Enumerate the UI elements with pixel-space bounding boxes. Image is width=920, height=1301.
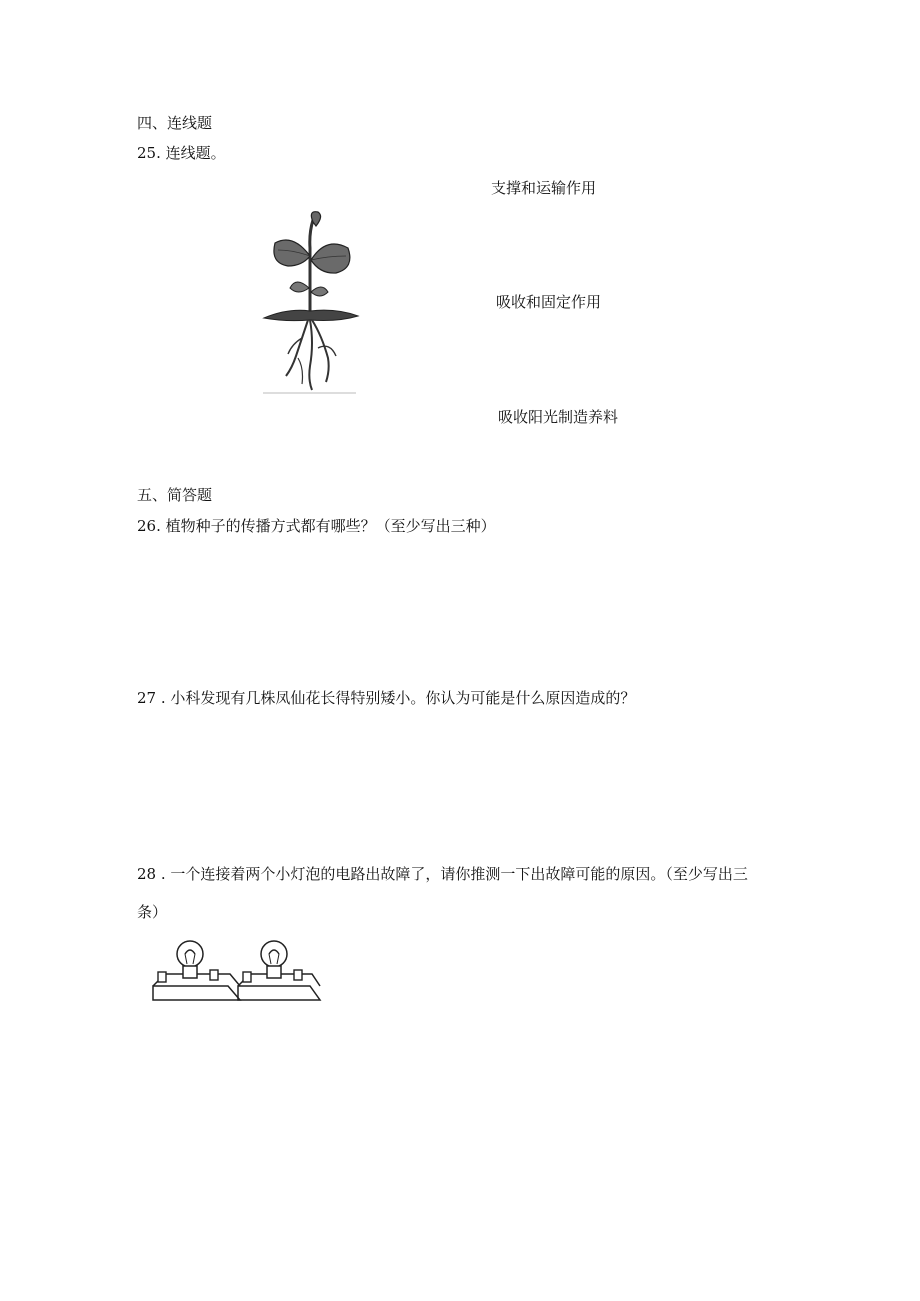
- section-heading-matching: 四、连线题: [137, 114, 213, 132]
- terminal-icon: [210, 970, 218, 980]
- terminal-icon: [243, 972, 251, 982]
- question-28-line2: 条）: [137, 903, 168, 921]
- question-27: 27 . 小科发现有几株凤仙花长得特别矮小。你认为可能是什么原因造成的？: [137, 689, 636, 707]
- light-bulb-icon: [177, 941, 203, 978]
- circuit-illustration: [150, 938, 325, 1003]
- question-28-line1: 28 . 一个连接着两个小灯泡的电路出故障了，请你推测一下出故障可能的原因。（至少写出三: [137, 865, 748, 883]
- match-option-photosynthesis: 吸收阳光制造养料: [498, 408, 619, 426]
- light-bulb-icon: [261, 941, 287, 978]
- terminal-icon: [294, 970, 302, 980]
- section-heading-short-answer: 五、简答题: [137, 486, 213, 504]
- match-option-absorb-fix: 吸收和固定作用: [496, 293, 602, 311]
- question-26: 26. 植物种子的传播方式都有哪些？（至少写出三种）: [137, 517, 496, 535]
- question-25: 25. 连线题。: [137, 144, 226, 162]
- terminal-icon: [158, 972, 166, 982]
- match-option-support-transport: 支撑和运输作用: [491, 179, 597, 197]
- plant-illustration: [258, 208, 362, 398]
